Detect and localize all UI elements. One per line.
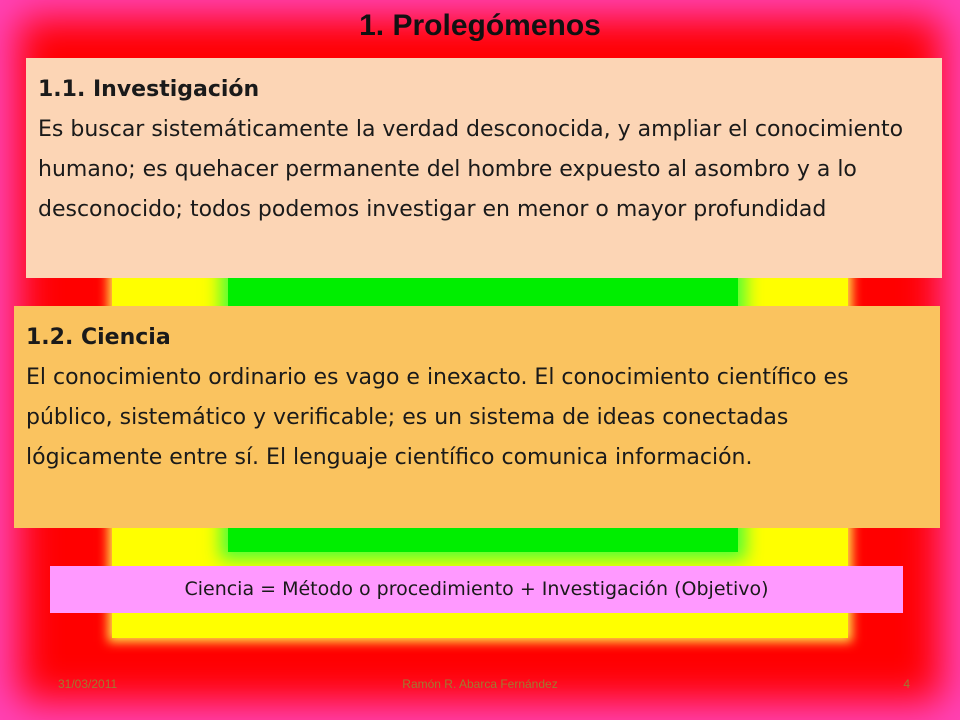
- footer-date: 31/03/2011: [58, 677, 118, 691]
- investigacion-body: Es buscar sistemáticamente la verdad desconocida, y ampliar el conocimiento humano; es quehacer permanente del hombre expuesto al asombro y a lo desconocido; todos podemos investigar en menor o mayor profundidad: [38, 117, 904, 222]
- investigacion-heading: 1.1. Investigación: [38, 77, 260, 102]
- investigacion-box: [26, 58, 942, 278]
- ciencia-heading: 1.2. Ciencia: [26, 325, 171, 350]
- footer-page-number: 4: [903, 677, 910, 691]
- ciencia-box: [14, 306, 940, 528]
- slide-title: 1. Prolegómenos: [359, 9, 601, 42]
- ciencia-body: El conocimiento ordinario es vago e inexacto. El conocimiento científico es público, sistemático y verificable; es un sistema de ideas conectadas lógicamente entre sí. El lenguaje científico comunica información.: [26, 365, 849, 470]
- ciencia-formula: Ciencia = Método o procedimiento + Investigación (Objetivo): [50, 566, 903, 613]
- footer-author: Ramón R. Abarca Fernández: [402, 677, 558, 691]
